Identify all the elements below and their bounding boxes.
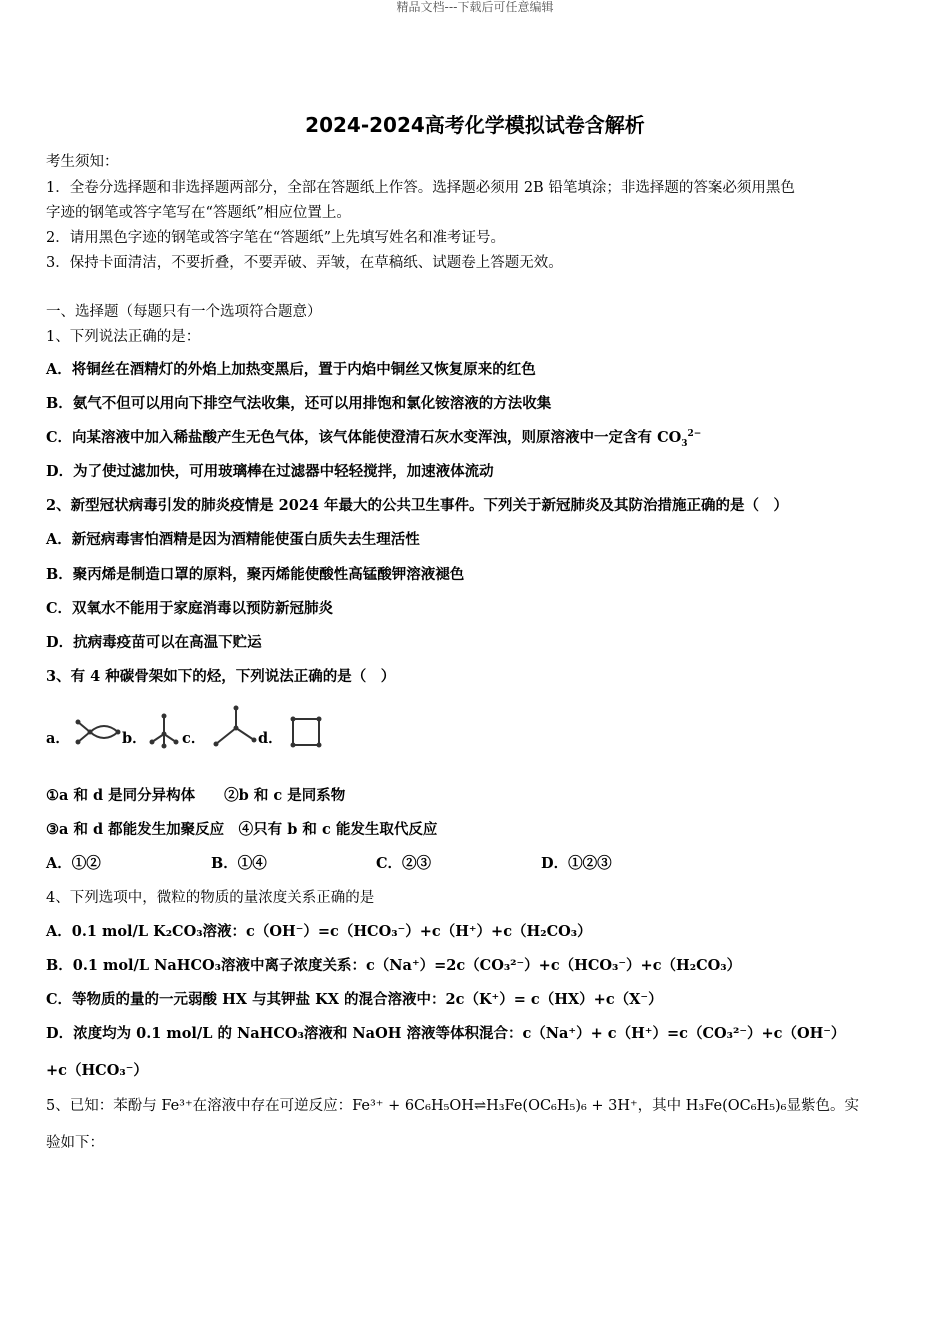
q3-option-a: A．①②: [46, 855, 101, 872]
q3-option-c: C．②③: [376, 855, 432, 872]
q3-label-b: b．: [122, 730, 147, 747]
q1-option-d: D．为了使过滤加快，可用玻璃棒在过滤器中轻轻搅拌，加速液体流动: [46, 463, 494, 480]
skeleton-c-figure: [210, 704, 260, 750]
skeleton-b-figure: [146, 710, 182, 750]
page-title: 2024-2024高考化学模拟试卷含解析: [305, 113, 645, 137]
q3-label-a: a．: [46, 730, 70, 747]
skeleton-d-figure: [288, 714, 324, 750]
watermark: 精品文档---下载后可任意编辑: [396, 0, 554, 14]
notice-item-1b: 字迹的钢笔或答字笔写在“答题纸”相应位置上。: [46, 205, 351, 221]
section-heading: 一、选择题（每题只有一个选项符合题意）: [46, 304, 322, 320]
skeleton-a-figure: [74, 716, 124, 750]
q2-option-b: B．聚丙烯是制造口罩的原料，聚丙烯能使酸性高锰酸钾溶液褪色: [46, 566, 465, 583]
q3-statement-1: ①a 和 d 是同分异构体 ②b 和 c 是同系物: [46, 787, 346, 804]
q1-option-b: B．氨气不但可以用向下排空气法收集，还可以用排饱和氯化铵溶液的方法收集: [46, 395, 552, 412]
q2-option-d: D．抗病毒疫苗可以在高温下贮运: [46, 634, 262, 651]
q4-option-c: C．等物质的量的一元弱酸 HX 与其钾盐 KX 的混合溶液中：2c（K⁺）= c（HX）+c（X⁻）: [46, 991, 663, 1008]
q3-label-d: d．: [258, 730, 283, 747]
q1-option-a: A．将铜丝在酒精灯的外焰上加热变黑后，置于内焰中铜丝又恢复原来的红色: [46, 361, 536, 378]
notice-item-1a: 1．全卷分选择题和非选择题两部分，全部在答题纸上作答。选择题必须用 2B 铅笔填涂；非选择题的答案必须用黑色: [46, 180, 795, 196]
q3-option-d: D．①②③: [541, 855, 612, 872]
notice-heading: 考生须知：: [46, 154, 119, 170]
q3-statement-2: ③a 和 d 都能发生加聚反应 ④只有 b 和 c 能发生取代反应: [46, 821, 438, 838]
q2-option-c: C．双氧水不能用于家庭消毒以预防新冠肺炎: [46, 600, 334, 617]
notice-item-3: 3．保持卡面清洁，不要折叠，不要弄破、弄皱，在草稿纸、试题卷上答题无效。: [46, 255, 563, 271]
q3-label-c: c．: [182, 730, 206, 747]
q2-stem: 2、新型冠状病毒引发的肺炎疫情是 2024 年最大的公共卫生事件。下列关于新冠肺炎及其防治措施正确的是（ ）: [46, 497, 789, 514]
q4-option-d-line2: +c（HCO₃⁻）: [46, 1062, 148, 1079]
q4-option-d-line1: D．浓度均为 0.1 mol/L 的 NaHCO₃溶液和 NaOH 溶液等体积混合：c（Na⁺）+ c（H⁺）=c（CO₃²⁻）+c（OH⁻）: [46, 1025, 846, 1042]
q1-stem: 1、下列说法正确的是：: [46, 329, 201, 345]
q5-line-1: 5、已知：苯酚与 Fe³⁺在溶液中存在可逆反应：Fe³⁺ + 6C₆H₅OH⇌H₃Fe(OC₆H₅)₆ + 3H⁺，其中 H₃Fe(OC₆H₅)₆显紫色。实: [46, 1098, 859, 1114]
q4-option-b: B．0.1 mol/L NaHCO₃溶液中离子浓度关系：c（Na⁺）=2c（CO₃²⁻）+c（HCO₃⁻）+c（H₂CO₃）: [46, 957, 742, 974]
q3-stem: 3、有 4 种碳骨架如下的烃，下列说法正确的是（ ）: [46, 668, 396, 685]
q4-stem: 4、下列选项中，微粒的物质的量浓度关系正确的是: [46, 890, 375, 906]
q1-option-c: [46, 428, 906, 448]
q1-option-c-sup: 2−: [687, 429, 702, 440]
notice-item-2: 2．请用黑色字迹的钢笔或答字笔在“答题纸”上先填写姓名和准考证号。: [46, 230, 506, 246]
q1-option-c-sub: 3: [681, 438, 688, 449]
q3-option-b: B．①④: [211, 855, 267, 872]
q4-option-a: A．0.1 mol/L K₂CO₃溶液：c（OH⁻）=c（HCO₃⁻）+c（H⁺）+c（H₂CO₃）: [46, 923, 592, 940]
q2-option-a: A．新冠病毒害怕酒精是因为酒精能使蛋白质失去生理活性: [46, 531, 420, 548]
q5-line-2: 验如下：: [46, 1135, 104, 1151]
q1-option-c-text: C．向某溶液中加入稀盐酸产生无色气体，该气体能使澄清石灰水变浑浊，则原溶液中一定含有 CO: [46, 429, 682, 446]
